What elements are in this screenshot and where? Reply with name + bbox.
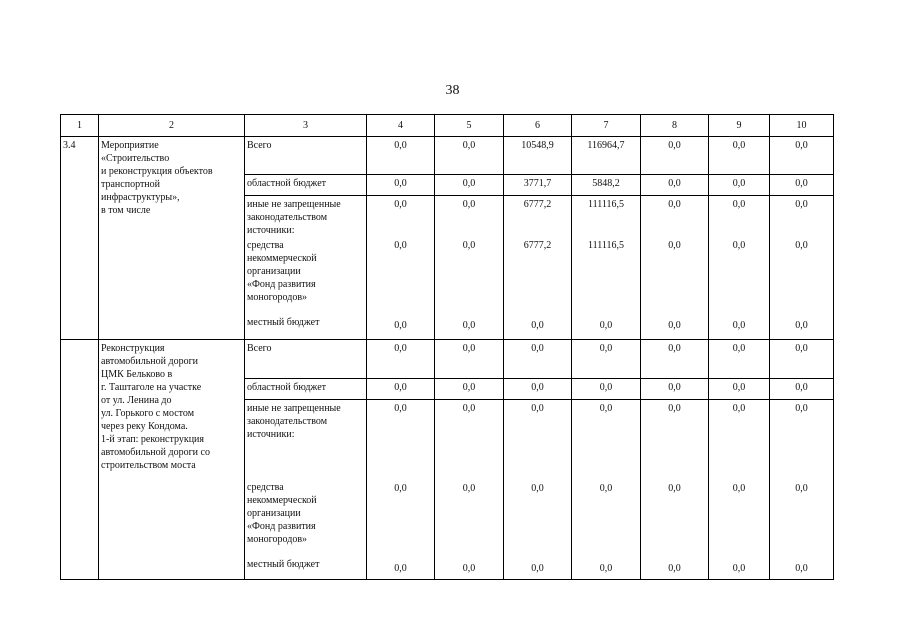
table-row [61, 137, 834, 175]
value-cell: 0,0 0,0 0,0 [709, 400, 770, 580]
budget-table [60, 114, 834, 580]
value-cell: 3771,7 [504, 175, 572, 196]
value-cell: 0,0 0,0 0,0 [709, 196, 770, 340]
col-header: 9 [709, 115, 770, 137]
value-cell: 0,0 [770, 340, 834, 379]
value-cell: 6777,2 6777,2 0,0 [504, 196, 572, 340]
value-cell: 0,0 [572, 379, 641, 400]
col-header: 1 [61, 115, 99, 137]
col-header: 7 [572, 115, 641, 137]
value-cell: 0,0 [709, 379, 770, 400]
value-cell: 0,0 [572, 340, 641, 379]
page-number: 38 [445, 83, 460, 98]
col-header: 6 [504, 115, 572, 137]
value-cell: 0,0 0,0 0,0 [641, 400, 709, 580]
value-cell: 0,0 [641, 379, 709, 400]
value-cell: 0,0 [709, 175, 770, 196]
value-cell: 0,0 [367, 340, 435, 379]
value-cell: 0,0 0,0 0,0 [435, 400, 504, 580]
value-cell: 5848,2 [572, 175, 641, 196]
item-number [61, 340, 99, 580]
value-cell: 0,0 [641, 340, 709, 379]
value-cell: 0,0 [367, 379, 435, 400]
funding-source: областной бюджет [245, 379, 367, 400]
value-cell: 0,0 0,0 0,0 [367, 196, 435, 340]
table-row [61, 340, 834, 379]
value-cell: 0,0 [435, 175, 504, 196]
col-header: 3 [245, 115, 367, 137]
value-cell: 116964,7 [572, 137, 641, 175]
col-header: 8 [641, 115, 709, 137]
value-cell: 0,0 0,0 0,0 [367, 400, 435, 580]
value-cell: 0,0 [770, 137, 834, 175]
value-cell: 0,0 0,0 0,0 [770, 400, 834, 580]
col-header: 2 [99, 115, 245, 137]
value-cell: 0,0 0,0 0,0 [504, 400, 572, 580]
funding-source: областной бюджет [245, 175, 367, 196]
value-cell: 0,0 [709, 340, 770, 379]
header-row [61, 115, 834, 137]
value-cell: 0,0 0,0 0,0 [641, 196, 709, 340]
value-cell: 0,0 0,0 0,0 [770, 196, 834, 340]
value-cell: 0,0 [641, 137, 709, 175]
value-cell: 0,0 [504, 340, 572, 379]
value-cell: 0,0 0,0 0,0 [435, 196, 504, 340]
funding-source: иные не запрещенные законодательством источники: средства некоммерческой организации «Фонд развития моногородов» местный бюджет [245, 400, 367, 580]
value-cell: 0,0 [435, 137, 504, 175]
value-cell: 0,0 [770, 175, 834, 196]
value-cell: 0,0 [770, 379, 834, 400]
value-cell: 0,0 [435, 379, 504, 400]
col-header: 5 [435, 115, 504, 137]
value-cell: 0,0 [504, 379, 572, 400]
value-cell: 0,0 [367, 137, 435, 175]
value-cell: 0,0 [367, 175, 435, 196]
value-cell: 0,0 0,0 0,0 [572, 400, 641, 580]
value-cell: 0,0 [435, 340, 504, 379]
col-header: 4 [367, 115, 435, 137]
funding-source: Всего [245, 137, 367, 175]
value-cell: 0,0 [709, 137, 770, 175]
item-description: Реконструкция автомобильной дороги ЦМК Бельково в г. Таштаголе на участке от ул. Ленина до ул. Горького с мостом через реку Кондома. 1-й этап: реконструкция автомобильной дороги со строительством моста [99, 340, 245, 580]
item-number: 3.4 [61, 137, 99, 340]
funding-source: Всего [245, 340, 367, 379]
value-cell: 0,0 [641, 175, 709, 196]
funding-source: иные не запрещенные законодательством источники: средства некоммерческой организации «Фонд развития моногородов» местный бюджет [245, 196, 367, 340]
value-cell: 111116,5 111116,5 0,0 [572, 196, 641, 340]
value-cell: 10548,9 [504, 137, 572, 175]
item-description: Мероприятие «Строительство и реконструкция объектов транспортной инфраструктуры», в том числе [99, 137, 245, 340]
col-header: 10 [770, 115, 834, 137]
